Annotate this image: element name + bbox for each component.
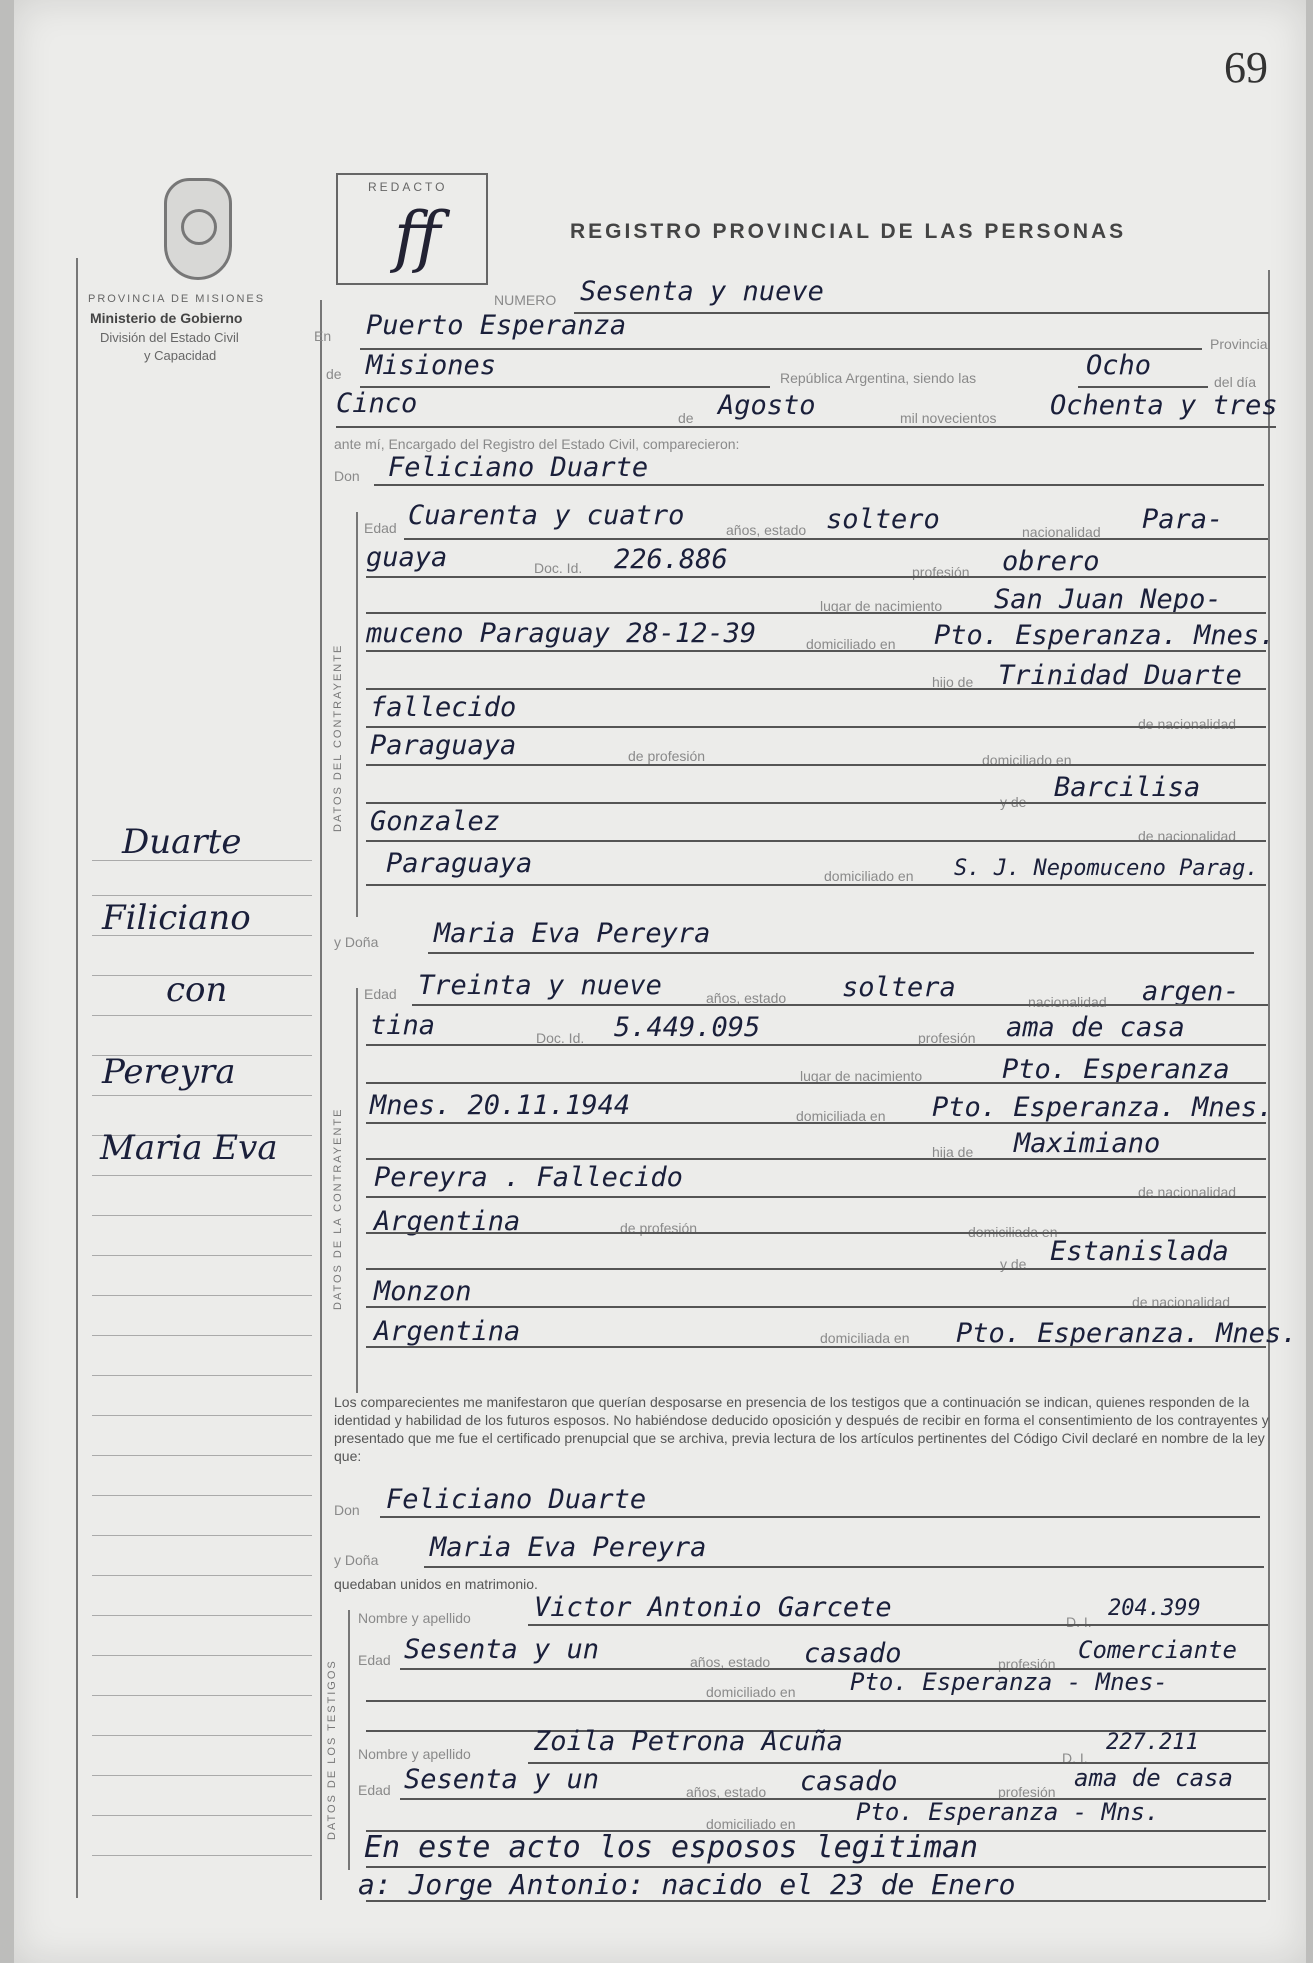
- bride-father-nationality: Argentina: [374, 1206, 521, 1237]
- w2-estado: casado: [800, 1766, 898, 1797]
- w1-prof-label: profesión: [998, 1656, 1056, 1672]
- w2-doc: 227.211: [1106, 1730, 1199, 1755]
- w1-nombre-label: Nombre y apellido: [358, 1610, 471, 1626]
- bride-hija-label: hija de: [932, 1144, 974, 1160]
- city: Puerto Esperanza: [366, 310, 627, 341]
- groom-doc-label: Doc. Id.: [534, 560, 583, 576]
- legitimation-note-1: En este acto los esposos legitiman: [364, 1830, 979, 1865]
- groom-father-nac-label: de nacionalidad: [1138, 716, 1237, 732]
- bride-mother-2: Monzon: [374, 1276, 472, 1307]
- w1-edad-label: Edad: [358, 1652, 391, 1668]
- mil-label: mil novecientos: [900, 410, 997, 426]
- main-column-line: [320, 300, 322, 1900]
- del-dia-label: del día: [1214, 374, 1257, 390]
- don-label: Don: [334, 468, 360, 484]
- redacto-signature: ff: [394, 198, 441, 275]
- groom-nac-label: nacionalidad: [1022, 524, 1101, 540]
- declaration-text: Los comparecientes me manifestaron que querían desposarse en presencia de los testigos que a continuación se indican, quienes responden de la identidad y habilidad de los futuros esposos. No habiéndose deducido oposición y después de recibir en forma el consentimiento de los contrayentes y presentado que me fue el certificado prenupcial que se archiva, previa lectura de los artículos pertinentes del Código Civil declaré en nombre de la ley que:: [334, 1394, 1269, 1464]
- margin-note-line-4: Pereyra: [102, 1052, 236, 1092]
- province-label: PROVINCIA DE MISIONES: [88, 293, 266, 305]
- decl-don-label: Don: [334, 1502, 360, 1518]
- decl-dona-label: y Doña: [334, 1552, 379, 1568]
- bride-father-1: Maximiano: [1014, 1128, 1161, 1159]
- w2-edad-label: Edad: [358, 1782, 391, 1798]
- w2-name: Zoila Petrona Acuña: [534, 1726, 843, 1757]
- groom-y-de-label: y de: [1000, 794, 1027, 810]
- legitimation-note-2: a: Jorge Antonio: nacido el 23 de Enero: [358, 1868, 1016, 1901]
- hour: Ocho: [1086, 350, 1152, 381]
- republica-label: República Argentina, siendo las: [780, 370, 977, 386]
- groom-father-nationality: Paraguaya: [370, 730, 517, 761]
- w2-prof-label: profesión: [998, 1784, 1056, 1800]
- bride-nationality-1: argen-: [1142, 976, 1240, 1007]
- redacto-label: REDACTO: [368, 180, 448, 194]
- bride-prof-label: profesión: [918, 1030, 976, 1046]
- bride-nac-label: nacionalidad: [1028, 994, 1107, 1010]
- w1-profession: Comerciante: [1078, 1636, 1237, 1664]
- bride-section-label: DATOS DE LA CONTRAYENTE: [332, 1107, 344, 1310]
- bride-y-de-label: y de: [1000, 1256, 1027, 1272]
- division-label: División del Estado Civil: [100, 330, 239, 345]
- month: Agosto: [718, 390, 816, 421]
- groom-father-prof-label: de profesión: [628, 748, 706, 764]
- w1-age: Sesenta y un: [404, 1634, 600, 1665]
- day: Cinco: [336, 388, 418, 419]
- bride-mother-nationality: Argentina: [374, 1316, 521, 1347]
- groom-mother-1: Barcilisa: [1054, 772, 1201, 803]
- groom-father-status: fallecido: [370, 692, 517, 723]
- bride-dom-label: domiciliada en: [796, 1108, 886, 1124]
- de-label: de: [326, 366, 342, 382]
- page-number: 69: [1224, 43, 1268, 92]
- w2-domicile: Pto. Esperanza - Mns.: [856, 1798, 1160, 1826]
- w2-nombre-label: Nombre y apellido: [358, 1746, 471, 1762]
- groom-estado: soltero: [826, 504, 940, 535]
- en-label: En: [314, 328, 332, 344]
- w1-di-label: D. I.: [1066, 1614, 1092, 1630]
- right-column-line: [1268, 270, 1270, 1900]
- groom-mother-nationality: Paraguaya: [386, 848, 533, 879]
- bride-name: Maria Eva Pereyra: [434, 918, 711, 949]
- groom-domicile: Pto. Esperanza. Mnes.: [934, 620, 1276, 651]
- w2-age: Sesenta y un: [404, 1764, 600, 1795]
- w2-anos-label: años, estado: [686, 1784, 767, 1800]
- margin-note-line-3: con: [166, 970, 228, 1010]
- groom-profession: obrero: [1002, 546, 1100, 577]
- groom-birthplace-1: San Juan Nepo-: [994, 584, 1222, 615]
- groom-anos-label: años, estado: [726, 522, 807, 538]
- groom-hijo-label: hijo de: [932, 674, 974, 690]
- groom-age: Cuarenta y cuatro: [408, 500, 685, 531]
- bride-lugar-label: lugar de nacimiento: [800, 1068, 923, 1084]
- numero-label: NUMERO: [494, 292, 557, 308]
- w1-doc: 204.399: [1108, 1596, 1201, 1621]
- dona-label: y Doña: [334, 934, 379, 950]
- w1-domicile: Pto. Esperanza - Mnes-: [850, 1668, 1168, 1696]
- bride-edad-label: Edad: [364, 986, 397, 1002]
- w1-anos-label: años, estado: [690, 1654, 771, 1670]
- groom-edad-label: Edad: [364, 520, 397, 536]
- groom-lugar-label: lugar de nacimiento: [820, 598, 943, 614]
- bride-mother-domicile: Pto. Esperanza. Mnes.: [956, 1318, 1298, 1349]
- groom-mother-domicile: S. J. Nepomuceno Parag.: [954, 856, 1259, 881]
- bride-mother-dom-label: domiciliada en: [820, 1330, 910, 1346]
- bride-section-line: [356, 988, 358, 1393]
- groom-prof-label: profesión: [912, 564, 970, 580]
- groom-doc: 226.886: [614, 544, 728, 575]
- bride-father-nac-label: de nacionalidad: [1138, 1184, 1237, 1200]
- groom-mother-nac-label: de nacionalidad: [1138, 828, 1237, 844]
- coat-of-arms-icon: [164, 178, 232, 280]
- groom-mother-dom-label: domiciliado en: [824, 868, 914, 884]
- w2-di-label: D. I.: [1062, 1750, 1088, 1766]
- bride-profession: ama de casa: [1006, 1012, 1185, 1043]
- groom-mother-2: Gonzalez: [370, 806, 501, 837]
- ministry-label: Ministerio de Gobierno: [90, 310, 243, 326]
- registry-title: REGISTRO PROVINCIAL DE LAS PERSONAS: [570, 220, 1127, 243]
- act-number: Sesenta y nueve: [580, 276, 824, 307]
- bride-doc-label: Doc. Id.: [536, 1030, 585, 1046]
- w1-dom-label: domiciliado en: [706, 1684, 796, 1700]
- bride-domicile: Pto. Esperanza. Mnes.: [932, 1092, 1274, 1123]
- groom-father: Trinidad Duarte: [998, 660, 1242, 691]
- bride-birthdate: Mnes. 20.11.1944: [370, 1090, 631, 1121]
- bride-birthplace: Pto. Esperanza: [1002, 1054, 1230, 1085]
- margin-note-line-2: Filiciano: [102, 898, 251, 938]
- groom-father-dom-label: domiciliado en: [982, 752, 1072, 768]
- witness-section-label: DATOS DE LOS TESTIGOS: [326, 1659, 338, 1840]
- decl-bride: Maria Eva Pereyra: [430, 1532, 707, 1563]
- bride-father-dom-label: domiciliada en: [968, 1224, 1058, 1240]
- de-mes-label: de: [678, 410, 694, 426]
- decl-groom: Feliciano Duarte: [386, 1484, 647, 1515]
- groom-section-line: [356, 512, 358, 917]
- w2-profession: ama de casa: [1074, 1764, 1233, 1792]
- groom-nationality-2: guaya: [366, 542, 448, 573]
- groom-birthplace-2: muceno Paraguay 28-12-39: [366, 618, 757, 649]
- decl-closing: quedaban unidos en matrimonio.: [334, 1576, 538, 1592]
- groom-nationality-1: Para-: [1142, 504, 1224, 535]
- margin-note-line-5: Maria Eva: [100, 1128, 278, 1168]
- groom-name: Feliciano Duarte: [388, 452, 649, 483]
- ante-label: ante mí, Encargado del Registro del Estado Civil, comparecieron:: [334, 436, 740, 452]
- margin-note-line-1: Duarte: [122, 822, 242, 862]
- province: Misiones: [366, 350, 497, 381]
- groom-dom-label: domiciliado en: [806, 636, 896, 652]
- bride-anos-label: años, estado: [706, 990, 787, 1006]
- provincia-label: Provincia: [1210, 336, 1268, 352]
- bride-nationality-2: tina: [370, 1010, 436, 1041]
- bride-mother-nac-label: de nacionalidad: [1132, 1294, 1231, 1310]
- bride-father-2: Pereyra . Fallecido: [374, 1162, 683, 1193]
- w1-name: Victor Antonio Garcete: [534, 1592, 892, 1623]
- bride-mother-1: Estanislada: [1050, 1236, 1229, 1267]
- witness-section-line: [348, 1610, 350, 1870]
- w1-estado: casado: [804, 1638, 902, 1669]
- groom-section-label: DATOS DEL CONTRAYENTE: [332, 643, 344, 832]
- left-margin-line: [76, 258, 78, 1898]
- bride-age: Treinta y nueve: [418, 970, 662, 1001]
- document-page: [14, 0, 1306, 1963]
- year: Ochenta y tres: [1050, 390, 1278, 421]
- bride-estado: soltera: [842, 972, 956, 1003]
- bride-father-prof-label: de profesión: [620, 1220, 698, 1236]
- bride-doc: 5.449.095: [614, 1012, 761, 1043]
- division-label-2: y Capacidad: [144, 348, 217, 363]
- w2-dom-label: domiciliado en: [706, 1816, 796, 1832]
